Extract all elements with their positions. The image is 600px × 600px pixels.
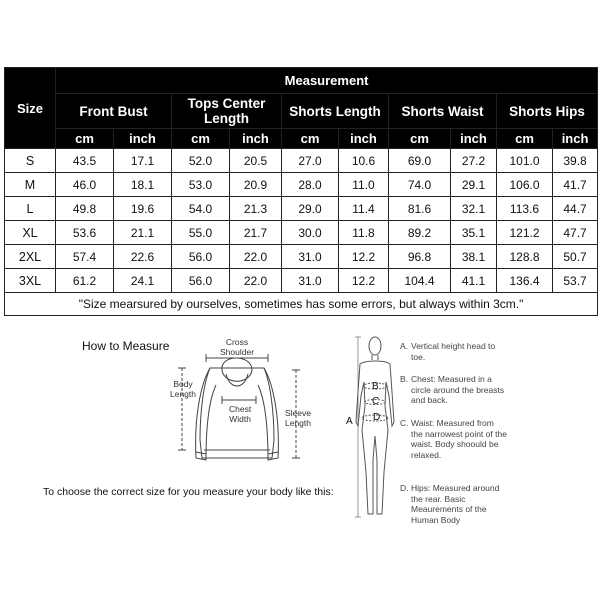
table-row — [5, 173, 598, 197]
unit-inch: inch — [230, 129, 282, 149]
unit-row — [5, 129, 598, 149]
group-header-shorts-hips: Shorts Hips — [497, 94, 598, 129]
value-cell: 10.6 — [339, 149, 389, 173]
value-cell: 17.1 — [114, 149, 172, 173]
group-header-front-bust: Front Bust — [56, 94, 172, 129]
value-cell: 56.0 — [172, 269, 230, 293]
label-body-length: Body Length — [170, 379, 196, 399]
table-row — [5, 221, 598, 245]
value-cell: 30.0 — [282, 221, 339, 245]
unit-cm: cm — [389, 129, 451, 149]
body-figure-icon — [348, 332, 398, 522]
size-rows — [5, 149, 598, 293]
size-cell: 2XL — [5, 245, 56, 269]
value-cell: 11.0 — [339, 173, 389, 197]
measure-instruction: To choose the correct size for you measure your body like this: — [43, 486, 334, 498]
value-cell: 128.8 — [497, 245, 553, 269]
value-cell: 57.4 — [56, 245, 114, 269]
value-cell: 12.2 — [339, 245, 389, 269]
value-cell: 41.7 — [553, 173, 598, 197]
step-d: D. Hips: Measured around the rear. Basic Meaurements of the Human Body — [400, 483, 500, 525]
unit-inch: inch — [553, 129, 598, 149]
value-cell: 74.0 — [389, 173, 451, 197]
body-letter-d: D — [373, 412, 381, 423]
unit-inch: inch — [451, 129, 497, 149]
value-cell: 12.2 — [339, 269, 389, 293]
group-header-shorts-length: Shorts Length — [282, 94, 389, 129]
value-cell: 28.0 — [282, 173, 339, 197]
value-cell: 55.0 — [172, 221, 230, 245]
value-cell: 43.5 — [56, 149, 114, 173]
value-cell: 136.4 — [497, 269, 553, 293]
table-row — [5, 197, 598, 221]
value-cell: 41.1 — [451, 269, 497, 293]
value-cell: 104.4 — [389, 269, 451, 293]
value-cell: 20.9 — [230, 173, 282, 197]
size-cell: 3XL — [5, 269, 56, 293]
value-cell: 56.0 — [172, 245, 230, 269]
size-chart-table — [4, 67, 598, 316]
value-cell: 81.6 — [389, 197, 451, 221]
value-cell: 18.1 — [114, 173, 172, 197]
size-cell: XL — [5, 221, 56, 245]
value-cell: 49.8 — [56, 197, 114, 221]
value-cell: 69.0 — [389, 149, 451, 173]
table-row — [5, 245, 598, 269]
value-cell: 11.4 — [339, 197, 389, 221]
unit-inch: inch — [339, 129, 389, 149]
value-cell: 106.0 — [497, 173, 553, 197]
value-cell: 22.0 — [230, 269, 282, 293]
size-cell: M — [5, 173, 56, 197]
size-note: "Size mearsured by ourselves, sometimes has some errors, but always within 3cm." — [5, 293, 598, 316]
step-a: A. Vertical height head to toe. — [400, 341, 496, 362]
value-cell: 24.1 — [114, 269, 172, 293]
value-cell: 46.0 — [56, 173, 114, 197]
unit-cm: cm — [497, 129, 553, 149]
unit-inch: inch — [114, 129, 172, 149]
value-cell: 27.2 — [451, 149, 497, 173]
body-letter-c: C — [372, 396, 380, 407]
value-cell: 31.0 — [282, 245, 339, 269]
table-row — [5, 149, 598, 173]
unit-cm: cm — [282, 129, 339, 149]
value-cell: 32.1 — [451, 197, 497, 221]
step-c: C. Waist: Measured from the narrowest point of the waist. Body shoould be relaxed. — [400, 418, 507, 460]
value-cell: 47.7 — [553, 221, 598, 245]
value-cell: 54.0 — [172, 197, 230, 221]
label-chest-width: Chest Width — [229, 404, 252, 424]
step-b: B. Chest: Measured in a circle around the breasts and back. — [400, 374, 505, 405]
value-cell: 35.1 — [451, 221, 497, 245]
table-row — [5, 269, 598, 293]
value-cell: 61.2 — [56, 269, 114, 293]
group-header-tops-center-length: Tops Center Length — [172, 94, 282, 129]
value-cell: 29.0 — [282, 197, 339, 221]
value-cell: 39.8 — [553, 149, 598, 173]
value-cell: 20.5 — [230, 149, 282, 173]
size-cell: S — [5, 149, 56, 173]
value-cell: 113.6 — [497, 197, 553, 221]
value-cell: 53.7 — [553, 269, 598, 293]
value-cell: 101.0 — [497, 149, 553, 173]
value-cell: 96.8 — [389, 245, 451, 269]
value-cell: 19.6 — [114, 197, 172, 221]
value-cell: 121.2 — [497, 221, 553, 245]
measurement-header: Measurement — [56, 68, 598, 94]
value-cell: 52.0 — [172, 149, 230, 173]
label-cross-shoulder: Cross Shoulder — [220, 337, 255, 357]
value-cell: 21.3 — [230, 197, 282, 221]
size-cell: L — [5, 197, 56, 221]
label-sleeve-length: Sleeve Length — [285, 408, 311, 428]
value-cell: 22.0 — [230, 245, 282, 269]
group-header-shorts-waist: Shorts Waist — [389, 94, 497, 129]
value-cell: 38.1 — [451, 245, 497, 269]
value-cell: 53.6 — [56, 221, 114, 245]
body-letter-b: B — [372, 381, 379, 392]
size-header: Size — [5, 68, 56, 149]
value-cell: 29.1 — [451, 173, 497, 197]
value-cell: 22.6 — [114, 245, 172, 269]
unit-cm: cm — [56, 129, 114, 149]
value-cell: 31.0 — [282, 269, 339, 293]
value-cell: 21.7 — [230, 221, 282, 245]
value-cell: 21.1 — [114, 221, 172, 245]
value-cell: 89.2 — [389, 221, 451, 245]
how-to-measure-title: How to Measure — [82, 339, 170, 353]
value-cell: 11.8 — [339, 221, 389, 245]
value-cell: 53.0 — [172, 173, 230, 197]
body-letter-a: A — [346, 416, 353, 427]
value-cell: 50.7 — [553, 245, 598, 269]
unit-cm: cm — [172, 129, 230, 149]
value-cell: 27.0 — [282, 149, 339, 173]
value-cell: 44.7 — [553, 197, 598, 221]
